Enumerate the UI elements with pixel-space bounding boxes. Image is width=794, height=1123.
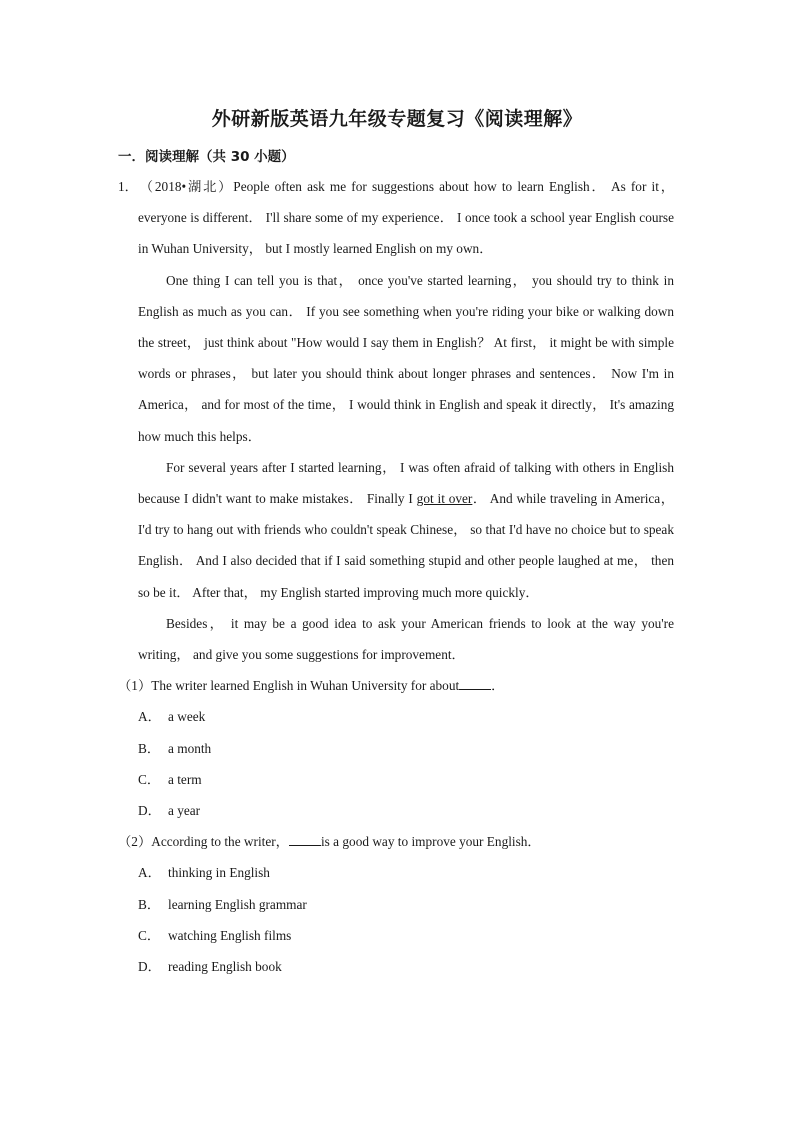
option-text: a month [168, 740, 212, 756]
question-2-stem [118, 826, 674, 857]
answer-blank [459, 677, 491, 690]
option-b [118, 889, 674, 920]
option-d [118, 795, 674, 826]
option-c [118, 764, 674, 795]
document-title: 外研新版英语九年级专题复习《阅读理解》 [211, 108, 583, 130]
option-text: learning English grammar [168, 896, 307, 912]
paragraph-text: ． And while traveling in America， I'd try to hang out with friends who couldn't speak Chinese， so that I'd have no choice but to speak English． And I also decided that if I said something stupid and other people laughed at me， then so be it． After that， my English started improving much more quickly． [138, 491, 674, 600]
question-text: ． [491, 678, 505, 694]
option-letter: D． [138, 959, 161, 975]
option-text: thinking in English [168, 865, 270, 881]
question-1-stem [118, 670, 674, 701]
answer-blank [289, 833, 321, 846]
option-text: a week [168, 709, 206, 725]
option-letter: C． [138, 771, 161, 787]
option-letter: B． [138, 740, 161, 756]
option-d [118, 951, 674, 982]
question-text: According to the writer， [151, 834, 289, 850]
option-text: reading English book [168, 959, 282, 975]
option-text: a year [168, 803, 201, 819]
option-text: a term [168, 771, 202, 787]
option-letter: A． [138, 865, 161, 881]
option-a [118, 701, 674, 732]
reading-passage [118, 171, 674, 982]
option-letter: D． [138, 803, 161, 819]
sub-question-number: （2） [118, 834, 152, 850]
option-text: watching English films [168, 927, 292, 943]
underlined-phrase: got it over [416, 491, 473, 507]
question-text: is a good way to improve your English． [320, 834, 541, 850]
passage-paragraph-2: One thing I can tell you is that， once you've started learning， you should try to think in English as much as you can． If you see something when you're riding your bike or walking down the street， just think about "How would I say them in English？ At first， it might be with simple words or phrases， but later you should think about longer phrases and sentences． Now I'm in America， and for most of the time， I would think in English and speak it directly， It's amazing how much this helps． [138, 272, 674, 444]
sub-question-number: （1） [118, 678, 152, 694]
passage-paragraph-1 [118, 171, 674, 265]
option-letter: C． [138, 927, 161, 943]
paragraph-text: For several years after I started learning， I was often afraid of talking with others in English because I didn't want to make mistakes． Finally I [138, 459, 674, 507]
question-number: 1． [118, 179, 138, 194]
option-b [118, 733, 674, 764]
option-letter: A． [138, 709, 161, 725]
paragraph-text: People often ask me for suggestions about how to learn English． As for it， everyone is different． I'll share some of my experience． I once took a school year English course in Wuhan University， but I mostly learned English on my own． [138, 179, 675, 257]
question-source: （2018•湖北） [138, 179, 234, 194]
section-heading: 一．阅读理解（共 30 小题） [118, 149, 295, 165]
option-c [118, 920, 674, 951]
question-text: The writer learned English in Wuhan University for about [151, 678, 460, 694]
passage-paragraph-3 [118, 452, 674, 608]
option-letter: B． [138, 896, 161, 912]
passage-paragraph-4: Besides， it may be a good idea to ask your American friends to look at the way you're writing， and give you some suggestions for improvement． [138, 615, 674, 663]
option-a [118, 857, 674, 888]
